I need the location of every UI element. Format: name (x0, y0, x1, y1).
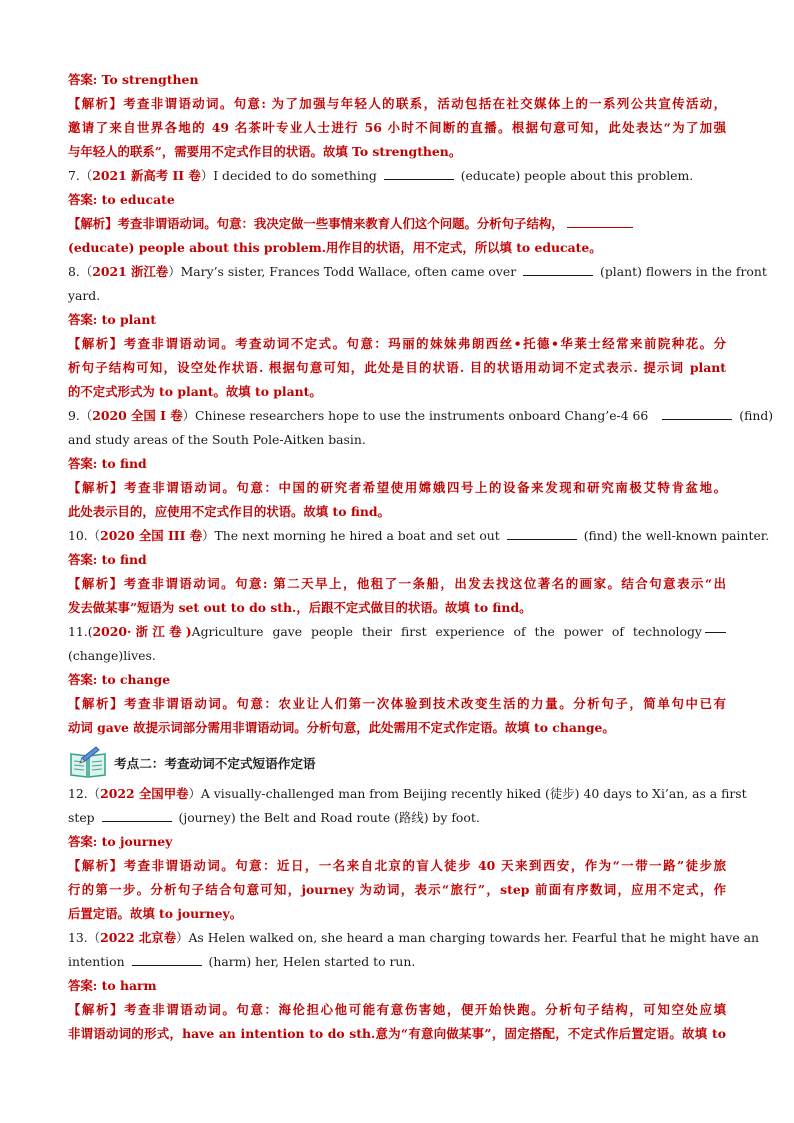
explanation-line: 析句子结构可知，设空处作状语. 根据句意可知，此处是目的状语. 目的状语用动词不定式表示. 提示词 plant (68, 360, 726, 375)
answer-line: 答案: to find (68, 552, 147, 567)
explanation-line: 后置定语。故填 to journey。 (68, 906, 243, 921)
explanation-line: 【解析】考查非谓语动词。句意：中国的研究者希望使用嫦娥四号上的设备来发现和研究南极艾特肯盆地。 (68, 480, 726, 495)
explanation-line: 【解析】考查非谓语动词。句意：近日，一名来自北京的盲人徒步 40 天来到西安，作为“一带一路”徒步旅 (68, 858, 726, 873)
question-source: 2022 北京卷 (100, 930, 177, 945)
question-9 (68, 404, 774, 428)
explanation-line: 动词 gave 故提示词部分需用非谓语动词。分析句意，此处需用不定式作定语。故填 to change。 (68, 720, 615, 735)
explanation-line: 与年轻人的联系”，需要用不定式作目的状语。故填 To strengthen。 (68, 144, 462, 159)
question-text: intention (harm) her, Helen started to run. (68, 954, 416, 969)
question-source: 2021 浙江卷 (92, 264, 169, 279)
question-number: 9.（ (68, 408, 93, 423)
question-text: (educate) people about this problem. (460, 168, 694, 183)
explanation-line: 非谓语动词的形式，have an intention to do sth.意为“有意向做某事”，固定搭配，不定式作后置定语。故填 to (68, 1026, 726, 1041)
answer-line: 答案: to journey (68, 834, 173, 849)
explanation-line: (educate) people about this problem.用作目的状语，用不定式，所以填 to educate。 (68, 240, 602, 255)
question-text: ）Chinese researchers hope to use the instruments onboard Chang’e-4 66 (182, 408, 649, 423)
document-page (68, 68, 774, 1046)
question-source: 2022 全国甲卷 (100, 786, 189, 801)
question-text: ）I decided to do something (200, 168, 377, 183)
answer-blank (567, 215, 633, 228)
explanation-line: 行的第一步。分析句子结合句意可知，journey 为动词，表示“旅行”，step 前面有序数词，应用不定式，作 (68, 882, 726, 897)
question-text: (find) the well-known painter. (583, 528, 770, 543)
answer-blank[interactable] (384, 167, 454, 180)
answer-line: 答案: to harm (68, 978, 157, 993)
question-text: Agriculture gave people their first experience of the power of technology (191, 624, 702, 639)
answer-blank[interactable] (507, 527, 577, 540)
question-text: yard. (68, 288, 101, 303)
question-number: 7.（ (68, 168, 93, 183)
question-7 (68, 164, 726, 188)
question-text: (find) (739, 408, 774, 423)
question-text: ）A visually-challenged man from Beijing recently hiked (徒步) 40 days to Xi’an, as a first (188, 786, 747, 801)
answer-blank[interactable] (132, 953, 202, 966)
question-source: 2021 新高考 II 卷 (92, 168, 201, 183)
explanation-line: 【解析】考查非谓语动词。句意：农业让人们第一次体验到技术改变生活的力量。分析句子，简单句中已有 (68, 696, 726, 711)
question-text: (plant) flowers in the front (600, 264, 767, 279)
question-source: 2020· 浙 江 卷 ) (92, 624, 192, 639)
answer-line: 答案: To strengthen (68, 72, 199, 87)
question-source: 2020 全国 III 卷 (100, 528, 203, 543)
explanation-line: 发去做某事”短语为 set out to do sth.，后跟不定式做目的状语。故填 to find。 (68, 600, 532, 615)
question-text: ）Mary’s sister, Frances Todd Wallace, often came over (168, 264, 517, 279)
section-title: 考点二：考查动词不定式短语作定语 (114, 755, 316, 771)
question-text: ）The next morning he hired a boat and set out (202, 528, 500, 543)
question-text: (change)lives. (68, 648, 156, 663)
explanation-line: 的不定式形式为 to plant。故填 to plant。 (68, 384, 322, 399)
question-number: 12.（ (68, 786, 101, 801)
question-text: and study areas of the South Pole-Aitken basin. (68, 432, 366, 447)
open-book-icon (68, 746, 108, 778)
question-10 (68, 524, 770, 548)
answer-line: 答案: to educate (68, 192, 175, 207)
question-8 (68, 260, 767, 284)
question-number: 8.（ (68, 264, 93, 279)
explanation-line: 【解析】考查非谓语动词。句意: 第二天早上，他租了一条船，出发去找这位著名的画家。结合句意表示“出 (68, 576, 726, 591)
answer-line: 答案: to plant (68, 312, 157, 327)
question-number: 11.( (68, 624, 93, 639)
question-12 (68, 782, 747, 806)
question-text: step (journey) the Belt and Road route (路线) by foot. (68, 810, 480, 825)
explanation-line: 此处表示目的，应使用不定式作目的状语。故填 to find。 (68, 504, 390, 519)
answer-line: 答案: to find (68, 456, 147, 471)
explanation-line: 【解析】考查非谓语动词。句意: 为了加强与年轻人的联系，活动包括在社交媒体上的一系列公共宣传活动， (68, 96, 726, 111)
explanation-line: 【解析】考查非谓语动词。考查动词不定式。句意：玛丽的妹妹弗朗西丝•托德•华莱士经常来前院种花。分 (68, 336, 726, 351)
answer-blank[interactable] (523, 263, 593, 276)
explanation-line: 【解析】考查非谓语动词。句意：我决定做一些事情来教育人们这个问题。分析句子结构， (68, 212, 726, 236)
answer-line: 答案: to change (68, 672, 171, 687)
question-source: 2020 全国 I 卷 (92, 408, 183, 423)
answer-blank[interactable] (662, 407, 732, 420)
question-13 (68, 926, 759, 950)
question-number: 10.（ (68, 528, 101, 543)
explanation-line: 【解析】考查非谓语动词。句意：海伦担心他可能有意伤害她，便开始快跑。分析句子结构，可知空处应填 (68, 1002, 726, 1017)
question-number: 13.（ (68, 930, 101, 945)
answer-blank[interactable] (705, 620, 726, 633)
question-text: ）As Helen walked on, she heard a man charging towards her. Fearful that he might have an (176, 930, 759, 945)
section-heading (68, 742, 726, 782)
explanation-line: 邀请了来自世界各地的 49 名茶叶专业人士进行 56 小时不间断的直播。根据句意可知，此处表达“为了加强 (68, 120, 726, 135)
question-11 (68, 620, 726, 644)
answer-blank[interactable] (102, 809, 172, 822)
